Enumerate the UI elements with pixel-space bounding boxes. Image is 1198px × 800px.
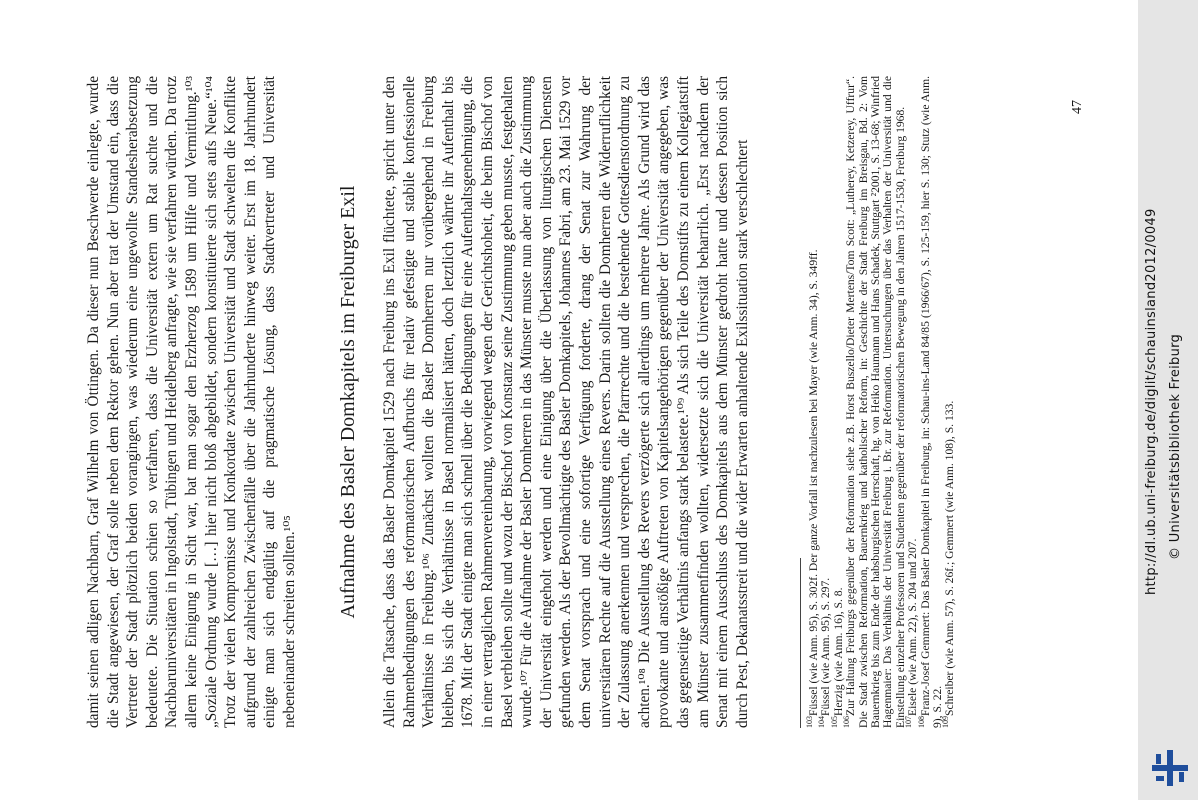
footnote-number: 105 [829,716,839,728]
sidebar-text-rotated [1138,0,1198,800]
page-number: 47 [1070,100,1085,114]
footnote-text: Zur Haltung Freiburgs gegenüber der Reformation siehe z.B. Horst Buszello/Dieter Mertens/Tom Scott: „Lutherey, Ketzerey, Uffrur“. Die Stadt zwischen Reformation, Bauernkrieg und katholischer Reform, in: Geschichte der Stadt Freiburg im Breisgau, Bd. 2: Vom Bauernkrieg bis zum Ende der habsburgischen Herrschaft, hg. von Heiko Haumann und Hans Schadek, Stuttgart ²2001, S. 13-68; Winfried Hagenmaier: Das Verhältnis der Universität Freiburg i. Br. zur Reformation. Untersuchungen über das Verhalten der Universität und die Einstellung einzelner Professoren und Studenten gegenüber der reformatorischen Bewegung in den Jahren 1517-1530, Freiburg 1968. [844,76,907,728]
footnote-number: 108 [916,716,926,728]
footnote-separator [800,558,801,728]
sidebar [1138,0,1198,800]
footnote-number: 106 [842,716,852,728]
footnote-number: 104 [817,716,827,728]
footnote-text: Herzig (wie Anm. 16), S. 8. [831,587,845,716]
permalink[interactable]: http://dl.ub.uni-freiburg.de/diglit/schauinsland2012/0049 [1144,208,1159,595]
footnotes [805,76,957,728]
footnote [941,76,957,728]
section-heading: Aufnahme des Basler Domkapitels im Freiburger Exil [337,185,359,619]
ub-freiburg-logo-icon[interactable] [1148,746,1192,790]
footnote-text: Eisele (wie Anm. 22), S. 204 und 207. [906,538,920,716]
footnote-text: Füssel (wie Anm. 95), S. 302f. Der ganze Vorfall ist nachzulesen bei Mayer (wie Anm. 34), S. 349ff. [807,249,820,716]
footnote-text: Füssel (wie Anm. 95), S. 297. [819,577,833,716]
copyright-notice: © Universitätsbibliothek Freiburg [1168,333,1183,560]
footnote-text: Schreiber (wie Anm. 57), S. 26f.; Gemmert (wie Anm. 108), S. 133. [943,400,957,716]
paragraph-top: damit seinen adligen Nachbarn, Graf Wilhelm von Öttingen. Da dieser nun Beschwerde einlegte, wurde die Stadt angewiesen, der Graf solle neben dem Rektor gehen. Nun aber trat der Umstand ein, dass die Vertreter der Stadt plötzlich beiden vorangingen, was wiederum eine ungewollte Standesherabsetzung bedeutete. Die Situation schien so verfahren, dass die Universität extern um Rat suchte und die Nachbaruniversitäten in Ingolstadt, Tübingen und Heidelberg anfragte, wie sie verfahren würden. Da trotz allem keine Einigung in Sicht war, bat man sogar den Erzherzog 1589 um Hilfe und Vermittlung.¹⁰³ „Soziale Ordnung wurde […] hier nicht bloß abgebildet, sondern konstituierte sich stets aufs Neue.“¹⁰⁴ Trotz der vielen Kompromisse und Konkordate zwischen Universität und Stadt schwelten die Konflikte aufgrund der zahlreichen Zwischenfälle über die Jahrhunderte hinweg weiter. Erst im 18. Jahrhundert einigte man sich endgültig auf die pragmatische Lösung, dass Stadtvertreter und Universität nebeneinander schreiten sollten.¹⁰⁵ [85,76,298,728]
footnote-number: 107 [904,716,914,728]
body-text-top [84,76,300,728]
body-text-main [380,76,752,728]
footnote [842,76,907,728]
paragraph-main: Allein die Tatsache, dass das Basler Domkapitel 1529 nach Freiburg ins Exil flüchtete, spricht unter den Rahmenbedingungen des reformatorischen Aufbruchs für relativ gefestigte und stabile konfessionelle Verhältnisse in Freiburg.¹⁰⁶ Zunächst wollten die Basler Domherren nur vorübergehend in Freiburg bleiben, bis sich die Verhältnisse in Basel normalisiert hätten, doch letztlich währte ihr Aufenthalt bis 1678. Mit der Stadt einigte man sich schnell über die Bedingungen für eine Aufenthaltsgenehmigung, die in einer vertraglichen Rahmenvereinbarung, vorwiegend wegen der Gerichtshoheit, die beim Bischof von Basel verbleiben sollte und wozu der Bischof von Konstanz seine Zustimmung geben musste, festgehalten wurde.¹⁰⁷ Für die Aufnahme der Basler Domherren in das Münster musste nun aber auch die Zustimmung der Universität eingeholt werden und eine Einigung über die Überlassung von liturgischen Diensten gefunden werden. Als der Bevollmächtigte des Basler Domkapitels, Johannes Fabri, am 23. Mai 1529 vor dem Senat vorsprach und eine sofortige Verfügung forderte, drang der Senat zur Wahrung der universitären Rechte auf die Ausstellung eines Revers. Darin sollten die Domherren die Widerruflichkeit der Zulassung anerkennen und versprechen, die Pfarrrechte und die bestehende Gottesdienstordnung zu achten.¹⁰⁸ Die Ausstellung des Revers verzögerte sich allerdings um mehrere Jahre. Als Grund wird das provokante und anstößige Auftreten von Kapitelsangehörigen gegenüber der Universität angegeben, was das gegenseitige Verhältnis anfangs stark belastete.¹⁰⁹ Als sich Teile des Domstifts zu einem Kollegiatstift am Münster zusammenfinden wollten, widersetzte sich die Universität beharrlich. „Erst nachdem der Senat mit einem Ausschluss des Domkapitels aus dem Münster gedroht hatte und dessen Position sich durch Pest, Dekanatsstreit und die wider Erwarten anhaltende Exilssituation stark verschlechtert [381,76,751,728]
footnote [916,76,945,728]
footnote-number: 109 [941,716,951,728]
footnote-text: Franz-Josef Gemmert: Das Basler Domkapitel in Freiburg, in: Schau-ins-Land 84/85 (1966/67), S. 125-159, hier S. 130; Stutz (wie Anm. 9), S. 22. [918,76,945,728]
footnote-number: 103 [805,716,815,728]
